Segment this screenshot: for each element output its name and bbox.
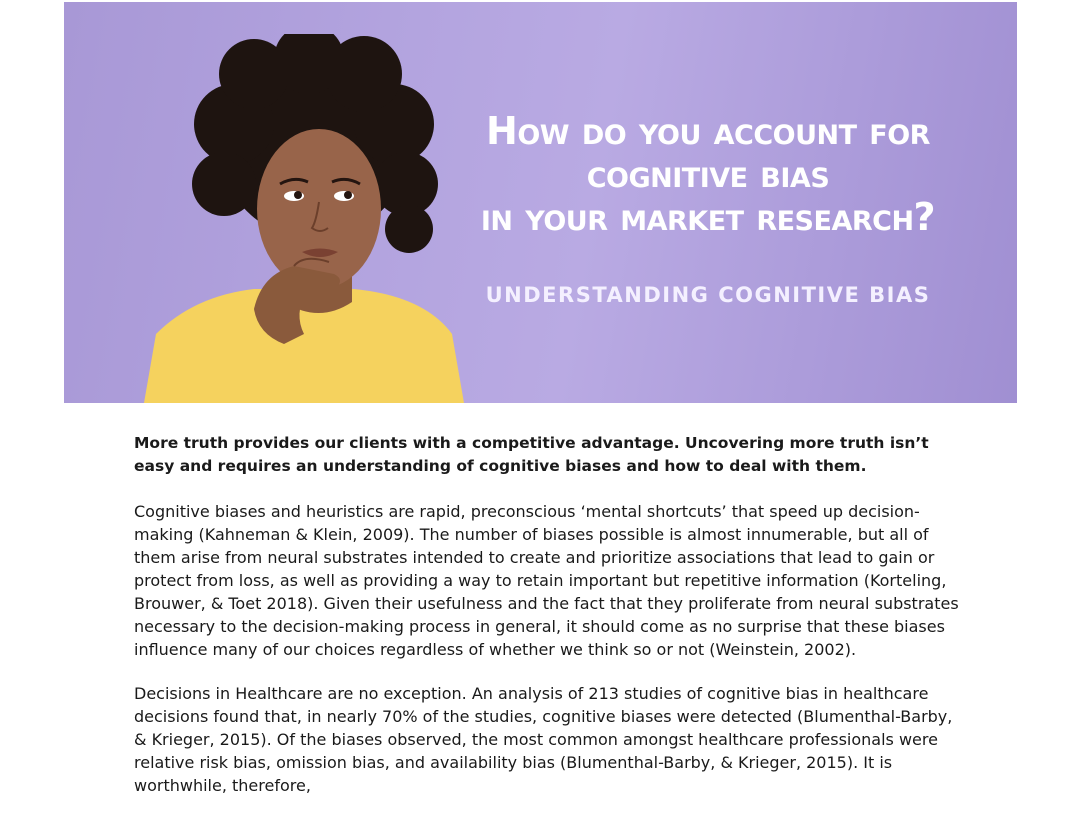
hero-subtitle: UNDERSTANDING COGNITIVE BIAS <box>485 283 931 307</box>
hero-title-line: cognitive bias <box>586 152 830 196</box>
hero-title-line: How do you account for <box>486 109 930 153</box>
lead-paragraph: More truth provides our clients with a competitive advantage. Uncovering more truth isn’t easy and requires an understanding of cognitive biases and how to deal with them. <box>134 434 929 475</box>
thinking-woman-photo <box>134 34 474 403</box>
article-body <box>134 432 964 818</box>
hero-title <box>464 110 952 239</box>
hero-banner <box>64 2 1017 403</box>
hero-title-line: in your market research? <box>480 195 936 239</box>
body-paragraph: Decisions in Healthcare are no exception. An analysis of 213 studies of cognitive bias in healthcare decisions found that, in nearly 70% of the studies, cognitive biases were detected (Blumenthal-Barby, & Krieger, 2015). Of the biases observed, the most common amongst healthcare professionals were relative risk bias, omission bias, and availability bias (Blumenthal-Barby, & Krieger, 2015). It is worthwhile, therefore, <box>134 684 953 795</box>
body-paragraph: Cognitive biases and heuristics are rapid, preconscious ‘mental shortcuts’ that speed up decision-making (Kahneman & Klein, 2009). The number of biases possible is almost innumerable, but all of them arise from neural substrates intended to create and prioritize associations that lead to gain or protect from loss, as well as providing a way to retain important but repetitive information (Korteling, Brouwer, & Toet 2018). Given their usefulness and the fact that they proliferate from neural substrates necessary to the decision-making process in general, it should come as no surprise that these biases influence many of our choices regardless of whether we think so or not (Weinstein, 2002). <box>134 502 959 659</box>
